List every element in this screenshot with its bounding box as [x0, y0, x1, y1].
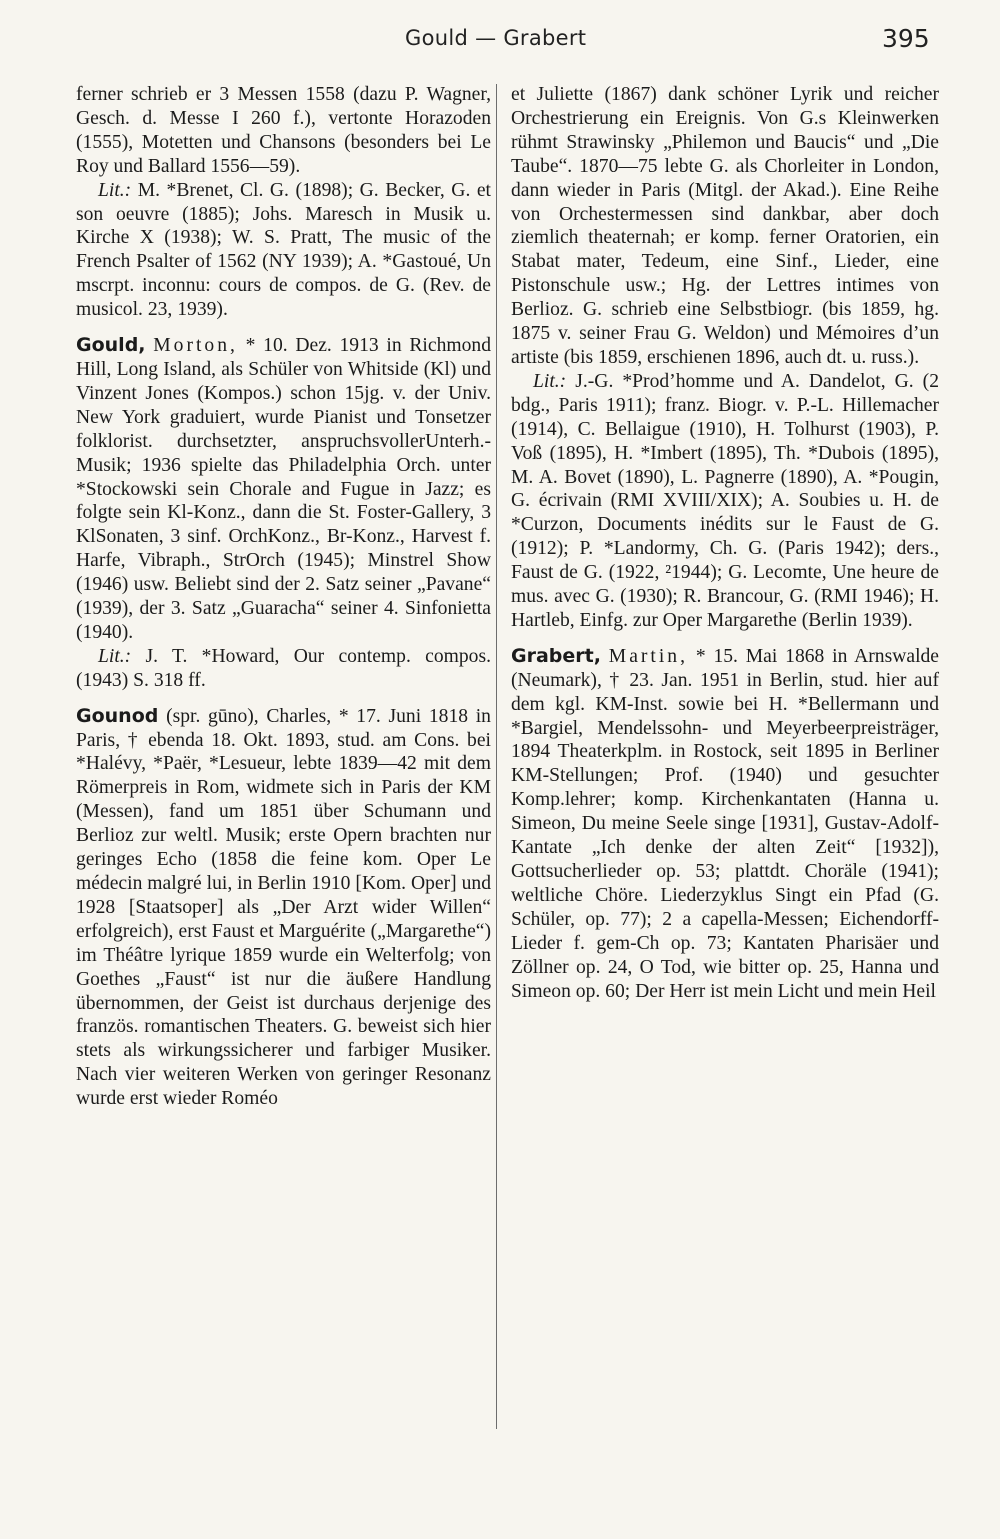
entry-gounod [76, 705, 491, 1111]
left-column [76, 83, 491, 1111]
entry-grabert [511, 645, 939, 1004]
right-column [511, 83, 939, 1003]
headword-gounod: Gounod [76, 704, 159, 727]
lit-label: Lit.: [98, 179, 132, 201]
headword-grabert: Grabert, [511, 644, 601, 667]
gounod-name: (spr. gūno), Charles, [166, 705, 332, 727]
gounod-text: * 17. Juni 1818 in Paris, † ebenda 18. Okt. 1893, stud. am Cons. bei *Halévy, *Paër, *Lesueur, lebte 1839—42 mit dem Römerpreis in Rom, widmete sich in Paris der KM (Messen), fand um 1851 über Schumann und Berlioz zur weltl. Musik; erste Opern brachten nur geringes Echo (1858 die feine kom. Oper Le médecin malgré lui, in Berlin 1910 [Kom. Oper] und 1928 [Staatsoper] als „Der Arzt wider Willen“ erfolgreich), erst Faust et Marguérite („Margarethe“) im Théâtre lyrique 1859 wurde ein Welterfolg; von Goethes „Faust“ ist nur die äußere Handlung übernommen, der Geist ist durchaus derjenige des französ. romantischen Theaters. G. beweist sich hier stets als wirkungssicherer und farbiger Musiker. Nach vier weiteren Werken von geringer Resonanz wurde erst wieder Roméo [76, 705, 491, 1110]
gould-literature-text: J. T. *Howard, Our contemp. compos. (1943) S. 318 ff. [76, 645, 491, 691]
grabert-name: Martin, [608, 645, 689, 667]
page-number: 395 [882, 24, 930, 53]
running-head: Gould — Grabert [405, 26, 587, 50]
gould-literature [76, 645, 491, 693]
gould-text: * 10. Dez. 1913 in Richmond Hill, Long Island, als Schüler von Whitside (Kl) und Vinzent Jones (Kompos.) schon 15jg. v. der Univ. New York graduiert, wurde Pianist und Tonsetzer folklorist. durchsetzter, anspruchsvollerUnterh.-Musik; 1936 spielte das Philadelphia Orch. unter *Stockowski sein Chorale and Fugue in Jazz; es folgte sein Kl-Konz., dann die St. Foster-Gallery, 3 KlSonaten, 3 sinf. OrchKonz., Br-Konz., Harvest f. Harfe, Vibraph., StrOrch (1945); Minstrel Show (1946) usw. Beliebt sind der 2. Satz seiner „Pavane“ (1939), der 3. Satz „Guaracha“ seiner 4. Sinfonietta (1940). [76, 335, 491, 643]
page-header [0, 18, 1000, 62]
gounod-literature [511, 370, 939, 633]
grabert-text: * 15. Mai 1868 in Arnswalde (Neumark), † 23. Jan. 1951 in Berlin, stud. hier auf dem kgl. KM-Inst. sowie bei H. *Bellermann und *Bargiel, Mendelssohn- und Meyerbeerpreisträger, 1894 Theaterkplm. in Rostock, seit 1895 in Berliner KM-Stellungen; Prof. (1940) und gesuchter Komp.lehrer; komp. Kirchenkantaten (Hanna u. Simeon, Du meine Seele singe [1931], Gustav-Adolf-Kantate „Ich denke der alten Zeit“ [1932]), Gottsucherlieder op. 53; plattdt. Choräle (1941); weltliche Chöre. Liederzyklus Singt ein Pfad (G. Schüler, op. 77); 2 a capella-Messen; Eichendorff-Lieder f. gem-Ch op. 73; Kantaten Pharisäer und Zöllner op. 24, O Tod, wie bitter op. 25, Hanna und Simeon op. 60; Der Herr ist mein Licht und mein Heil [511, 645, 940, 1002]
entry-gould [76, 334, 491, 645]
column-divider [496, 84, 497, 1429]
brenet-continuation: ferner schrieb er 3 Messen 1558 (dazu P. Wagner, Gesch. d. Messe I 260 f.), vertonte Horazoden (1555), Motetten und Chansons (besonders bei Le Roy und Ballard 1556—59). [76, 84, 491, 177]
brenet-literature [76, 179, 491, 322]
headword-gould: Gould, [76, 334, 146, 357]
gould-name: Morton, [153, 335, 238, 357]
gounod-continuation: et Juliette (1867) dank schöner Lyrik und reicher Orchestrierung ein Ereignis. Von G.s Kleinwerken rühmt Strawinsky „Philemon und Baucis“ und „Die Taube“. 1870—75 lebte G. als Chorleiter in London, dann wieder in Paris (Mitgl. der Akad.). Eine Reihe von Orchestermessen sind dankbar, aber doch ziemlich theaternah; er komp. ferner Oratorien, ein Stabat mater, Tedeum, eine Sinf., Lieder, eine Pistonschule usw.; Hg. der Lettres intimes von Berlioz. G. schrieb eine Selbstbiogr. (bis 1859, hg. 1875 v. seiner Frau G. Weldon) und Mémoires d’un artiste (bis 1859, erschienen 1896, auch dt. u. russ.). [511, 84, 939, 368]
lit-label: Lit.: [98, 645, 132, 667]
lit-label: Lit.: [533, 370, 567, 392]
brenet-literature-text: M. *Brenet, Cl. G. (1898); G. Becker, G. et son oeuvre (1885); Johs. Maresch in Musik u. Kirche X (1938); W. S. Pratt, The music of the French Psalter of 1562 (NY 1939); A. *Gastoué, Un mscrpt. inconnu: cours de compos. de G. (Rev. de musicol. 23, 1939). [76, 179, 491, 321]
gounod-literature-text: J.-G. *Prod’homme und A. Dandelot, G. (2 bdg., Paris 1911); franz. Biogr. v. P.-L. Hillemacher (1914), C. Bellaigue (1910), H. Tolhurst (1903), P. Voß (1895), H. *Imbert (1895), Th. *Dubois (1895), M. A. Bovet (1890), L. Pagnerre (1890), A. *Pougin, G. écrivain (RMI XVIII/XIX); A. Soubies u. H. de *Curzon, Documents inédits sur le Faust de G. (1912); P. *Landormy, Ch. G. (Paris 1942); ders., Faust de G. (1922, ²1944); G. Lecomte, Une heure de mus. avec G. (1930); R. Brancour, G. (RMI 1946); H. Hartleb, Einfg. zur Oper Margarethe (Berlin 1939). [511, 370, 940, 631]
